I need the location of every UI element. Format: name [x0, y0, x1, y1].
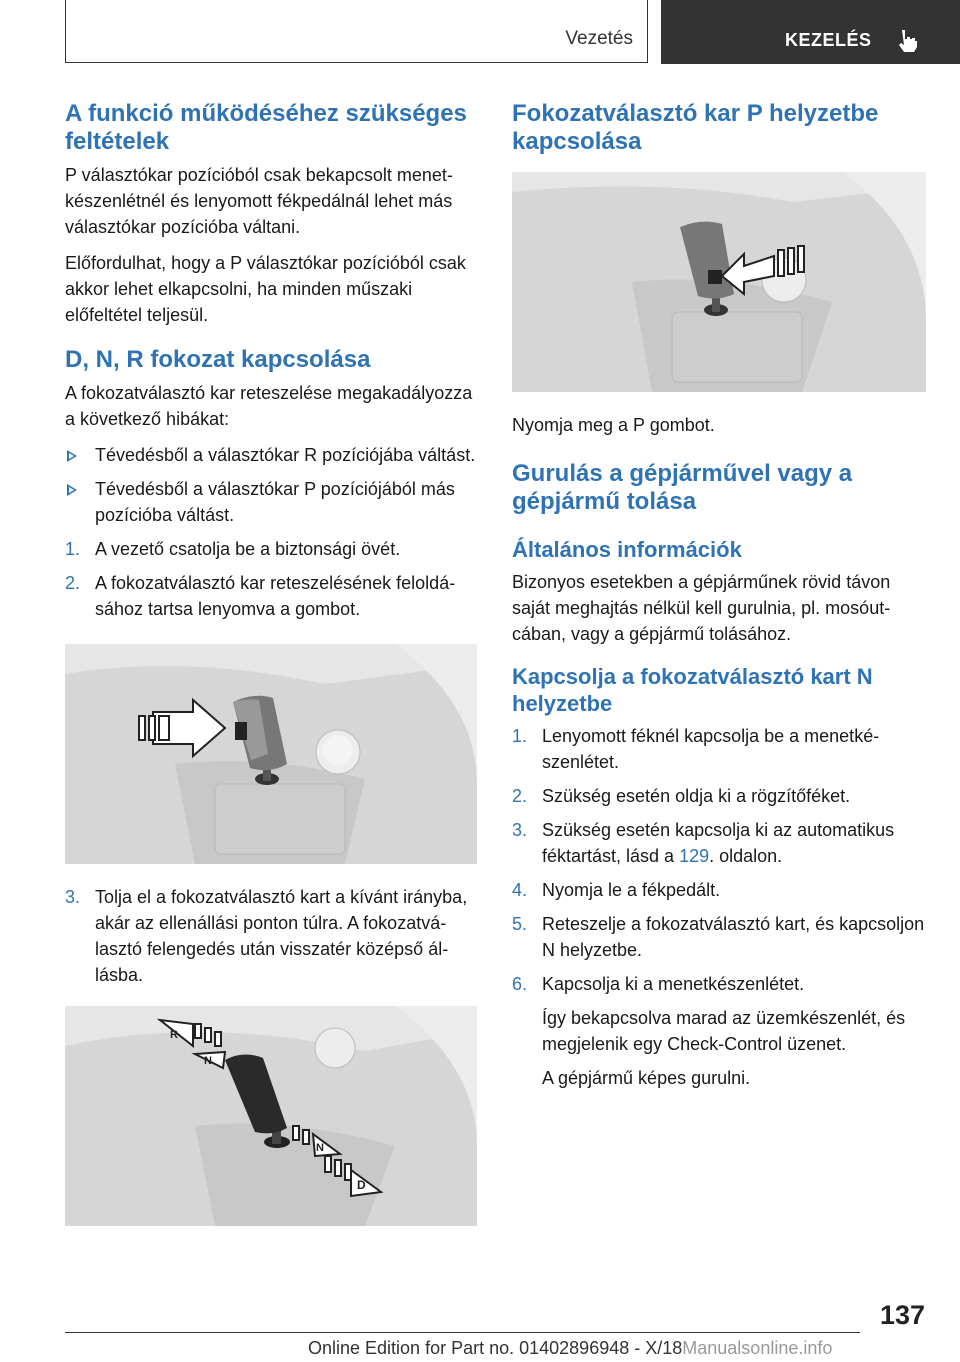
step-item — [65, 570, 477, 622]
paragraph: Bizonyos esetekben a gépjárműnek rövid távon saját meghajtás nélkül kell gurulnia, pl. mosóutcában, vagy a gépjármű tolásához. — [512, 572, 891, 644]
step-item — [512, 877, 926, 903]
step-item — [512, 817, 926, 869]
step-item — [65, 884, 477, 988]
bullet-text: Tévedésből a választókar P pozíciójából más pozícióba váltást. — [95, 479, 455, 525]
bullet-text: Tévedésből a választókar R pozíciójába váltást. — [95, 445, 476, 465]
position-label-d: D — [357, 1178, 366, 1192]
step-item — [512, 783, 926, 809]
right-column — [512, 100, 926, 1099]
step-item — [512, 723, 926, 775]
page-number: 137 — [880, 1300, 926, 1330]
footer — [308, 1338, 832, 1359]
hand-pointer-icon — [897, 28, 919, 52]
step-number: 5. — [512, 914, 528, 934]
step-note: Így bekapcsolva marad az üzemkészenlét, és megjelenik egy Check-Control üzenet. — [542, 1008, 906, 1054]
step-text: Kapcsolja ki a menetkészenlétet. — [542, 974, 805, 994]
triangle-bullet-icon — [67, 484, 77, 496]
step-number: 3. — [512, 820, 528, 840]
step-text: Tolja el a fokozatválasztó kart a kívánt irányba, akár az ellenállási ponton túlra. A fokozatválasztó felengedés után visszatér középső állásba. — [95, 887, 468, 985]
heading-p-position: Fokozatválasztó kar P helyzetbe kapcsolása — [512, 100, 879, 155]
heading-n-position: Kapcsolja a fokozatválasztó kart N helyzetbe — [512, 664, 873, 716]
paragraph: Előfordulhat, hogy a P választókar pozícióból csak akkor lehet elkapcsolni, ha minden műszaki előfeltétel teljesül. — [65, 253, 466, 325]
footer-edition: Online Edition for Part no. 01402896948 - X/18 — [308, 1338, 683, 1358]
step-item — [512, 911, 926, 963]
header-section-title: Vezetés — [565, 28, 633, 49]
step-item — [512, 971, 926, 997]
triangle-bullet-icon — [67, 450, 77, 462]
step-text: Nyomja le a fékpedált. — [542, 880, 721, 900]
position-label-n-down: N — [316, 1142, 324, 1154]
header-chapter-title: KEZELÉS — [785, 30, 872, 50]
bullet-item — [65, 442, 477, 468]
step-number: 1. — [65, 539, 81, 559]
step-number: 6. — [512, 974, 528, 994]
position-label-n-up: N — [204, 1055, 212, 1067]
step-number: 3. — [65, 887, 81, 907]
figure-caption: Nyomja meg a P gombot. — [512, 415, 715, 435]
step-note: A gépjármű képes gurulni. — [542, 1068, 751, 1088]
left-column — [65, 100, 477, 1246]
step-text: A vezető csatolja be a biztonsági övét. — [95, 539, 401, 559]
page-reference-link[interactable]: 129 — [679, 846, 710, 866]
heading-general-info: Általános információk — [512, 537, 742, 562]
footer-site: Manualsonline.info — [682, 1338, 833, 1358]
step-number: 2. — [512, 786, 528, 806]
step-text: Lenyomott féknél kapcsolja be a menetkészenlétet. — [542, 726, 880, 772]
heading-requirements: A funkció működéséhez szükséges feltételek — [65, 100, 467, 155]
paragraph: A fokozatválasztó kar reteszelése megakadályozza a következő hibákat: — [65, 383, 473, 429]
header-chapter-tab — [661, 0, 960, 64]
step-text: A fokozatválasztó kar reteszelésének feloldásához tartsa lenyomva a gombot. — [95, 573, 456, 619]
heading-rolling: Gurulás a gépjárművel vagy a gépjármű tolása — [512, 460, 853, 515]
paragraph: P választókar pozícióból csak bekapcsolt menetkészenlétnél és lenyomott fékpedálnál lehet más választókar pozícióba váltani. — [65, 165, 453, 237]
step-item — [65, 536, 477, 562]
figure-gear-lever-unlock — [65, 644, 477, 864]
step-text: Szükség esetén kapcsolja ki az automatikus féktartást, lásd a — [542, 820, 895, 866]
step-number: 4. — [512, 880, 528, 900]
step-number: 1. — [512, 726, 528, 746]
step-text: Szükség esetén oldja ki a rögzítőféket. — [542, 786, 851, 806]
header-section-tab — [65, 0, 648, 63]
heading-dnr: D, N, R fokozat kapcsolása — [65, 346, 371, 373]
step-text: Reteszelje a fokozatválasztó kart, és kapcsoljon N helyzetbe. — [542, 914, 925, 960]
position-label-r: R — [170, 1029, 178, 1041]
footer-divider — [65, 1332, 860, 1333]
figure-p-button — [512, 172, 926, 392]
figure-gear-lever-positions — [65, 1006, 477, 1226]
bullet-item — [65, 476, 477, 528]
step-number: 2. — [65, 573, 81, 593]
step-text-end: . oldalon. — [709, 846, 783, 866]
